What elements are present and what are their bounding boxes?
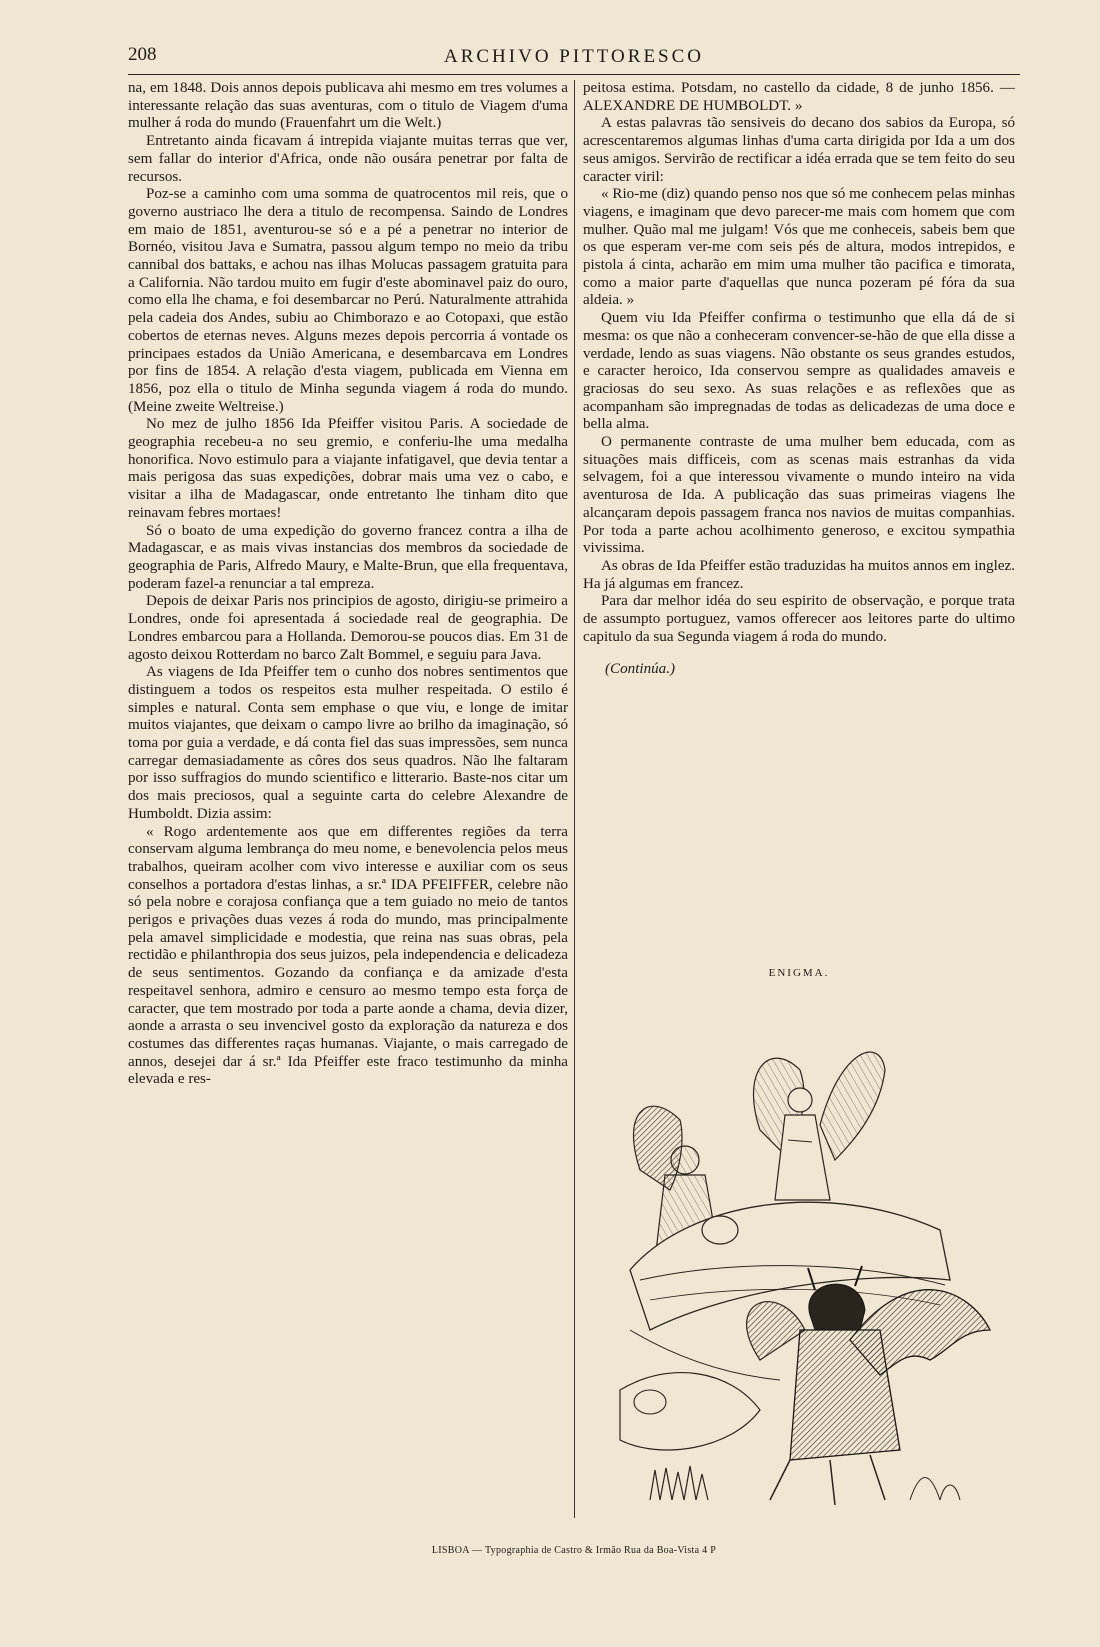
enigma-engraving (610, 1030, 1010, 1530)
imprint-footer: LISBOA — Typographia de Castro & Irmão Rua da Boa-Vista 4 P (431, 1545, 717, 1556)
left-column (128, 80, 568, 1089)
continua-note: (Continúa.) (605, 660, 676, 677)
paragraph: « Rio-me (diz) quando penso nos que só me conhecem pelas minhas viagens, e imaginam que devo parecer-me mais com homem que com mulher. Quão mal me julgam! Vós que me conheceis, sabeis bem que os que esperam ver-me com seis pés de altura, modos intrepidos, e pistola á cinta, acharão em mim uma mulher tão pacifica e timorata, como a maior parte d'aquellas que nunca pozeram pé fóra da sua aldeia. » (583, 186, 1015, 309)
humboldt-letter: « Rogo ardentemente aos que em differentes regiões da terra conservam alguma lembrança do meu nome, e benevolencia pelos meus trabalhos, queiram acolher com vivo interesse e auxiliar com os seus conselhos a portadora d'estas linhas, a sr.ª IDA PFEIFFER, celebre não só pela nobre e corajosa confiança que a tem guiado no meio de tantos perigos e privações duas vezes á roda do mundo, mas principalmente pela amavel simplicidade e modestia, que reina nas suas obras, pela rectidão e philanthropia dos seus juizos, pela independencia e delicadeza de seus sentimentos. Gozando da confiança e da amizade d'esta respeitavel senhora, admiro e censuro ao mesmo tempo esta força de caracter, que tem mostrado por toda a parte aonde a chama, devia dizer, aonde a arrasta o seu invencivel gosto da exploração da natureza e dos costumes das differentes raças humanas. Viajante, o mais carregado de annos, desejei dar á sr.ª Ida Pfeiffer este fraco testimunho da minha elevada e res- (128, 823, 568, 1088)
page-header (128, 42, 1020, 75)
paragraph: As obras de Ida Pfeiffer estão traduzidas ha muitos annos em inglez. Ha já algumas em francez. (583, 557, 1015, 592)
paragraph: Depois de deixar Paris nos principios de agosto, dirigiu-se primeiro a Londres, onde foi apresentada á sociedade real de geographia. De Londres embarcou para a Hollanda. Demorou-se poucos dias. Em 31 de agosto deixou Rotterdam no barco Zalt Bommel, e seguiu para Java. (128, 593, 568, 663)
paragraph: O permanente contraste de uma mulher bem educada, com as situações mais difficeis, com as scenas mais estranhas da vida selvagem, foi a que interessou vivamente o mundo inteiro na vida aventurosa de Ida. A publicação das suas primeiras viagens lhe alcançaram depois passagem franca nos navios de muitas companhias. Por toda a parte achou acolhimento generoso, e excitou sympathia vivissima. (583, 434, 1015, 557)
paragraph: A estas palavras tão sensiveis do decano dos sabios da Europa, só acrescentaremos algumas linhas d'uma carta dirigida por Ida a um dos seus amigos. Servirão de rectificar a idéa errada que se tem feito do seu caracter viril: (583, 115, 1015, 185)
paragraph: Entretanto ainda ficavam á intrepida viajante muitas terras que ver, sem fallar do interior d'Africa, onde não ousára penetrar por falta de recursos. (128, 133, 568, 185)
paragraph: Para dar melhor idéa do seu espirito de observação, e porque trata de assumpto portuguez, vamos offerecer aos leitores parte do ultimo capitulo da sua Segunda viagem á roda do mundo. (583, 593, 1015, 645)
paragraph: peitosa estima. Potsdam, no castello da cidade, 8 de junho 1856. — ALEXANDRE DE HUMBOLDT. » (583, 80, 1015, 114)
enigma-title: ENIGMA. (768, 967, 830, 979)
paragraph: na, em 1848. Dois annos depois publicava ahi mesmo em tres volumes a interessante relação das suas aventuras, com o titulo de Viagem d'uma mulher á roda do mundo (Frauenfahrt um die Welt.) (128, 80, 568, 132)
paragraph: Quem viu Ida Pfeiffer confirma o testimunho que ella dá de si mesma: os que não a conheceram convencer-se-hão de que ella disse a verdade, lendo as suas viagens. Não obstante os seus grandes estudos, e caracter heroico, Ida conservou sempre as qualidades amaveis e graciosas do seu sexo. As suas relações e as reflexões que as acompanham são impregnadas de todas as delicadezas de uma doce e bella alma. (583, 310, 1015, 433)
page-number: 208 (128, 44, 157, 65)
paragraph: No mez de julho 1856 Ida Pfeiffer visitou Paris. A sociedade de geographia recebeu-a no seu gremio, e conferiu-lhe uma medalha honorifica. Novo estimulo para a viajante infatigavel, que devia tentar a mais perigosa das suas expedições, dobrar mais uma vez o cabo, e visitar a ilha de Madagascar, onde entretanto lhe tinham dito que reinavam febres mortaes! (128, 416, 568, 521)
paragraph: Só o boato de uma expedição do governo francez contra a ilha de Madagascar, e as mais vivas instancias dos membros da sociedade de geographia de Paris, Alfredo Maury, e Malte-Brun, que ella frequentava, poderam fazel-a renunciar a tal empreza. (128, 522, 568, 592)
right-column (583, 80, 1015, 678)
column-rule (574, 80, 575, 1518)
paragraph: Poz-se a caminho com uma somma de quatrocentos mil reis, que o governo austriaco lhe dera a titulo de recompensa. Saindo de Londres em maio de 1851, aventurou-se só e a pé a penetrar no interior de Bornéo, visitou Java e Sumatra, passou algum tempo no meio da tribu cannibal dos battaks, e achou nas ilhas Molucas passagem gratuita para a California. Não tardou muito em fugir d'este abominavel paiz do ouro, como ella lhe chama, e foi desembarcar no Perú. Naturalmente attrahida pela cadeia dos Andes, subiu ao Chimborazo e ao Cotopaxi, que estão cobertos de eternas neves. Alguns mezes depois percorria á vontade os principaes estados da União Americana, e desembarcava em Londres por fins de 1854. A relação d'esta viagem, publicada em Vienna em 1856, poz ella o titulo de Minha segunda viagem á roda do mundo. (Meine zweite Weltreise.) (128, 186, 568, 415)
paragraph: As viagens de Ida Pfeiffer tem o cunho dos nobres sentimentos que distinguem a todos os respeitos esta mulher respeitada. O estilo é simples e natural. Conta sem emphase o que viu, e longe de imitar muitos viajantes, que deixam o campo livre ao brilho da imaginação, só toma por guia a verdade, e dá conta fiel das suas impressões, sem nunca carregar demasiadamente as côres dos seus quadros. Não lhe faltaram por isso suffragios do mundo scientifico e litterario. Baste-nos citar um dos mais preciosos, qual a seguinte carta do celebre Alexandre de Humboldt. Dizia assim: (128, 664, 568, 822)
running-head: ARCHIVO PITTORESCO (443, 46, 705, 67)
